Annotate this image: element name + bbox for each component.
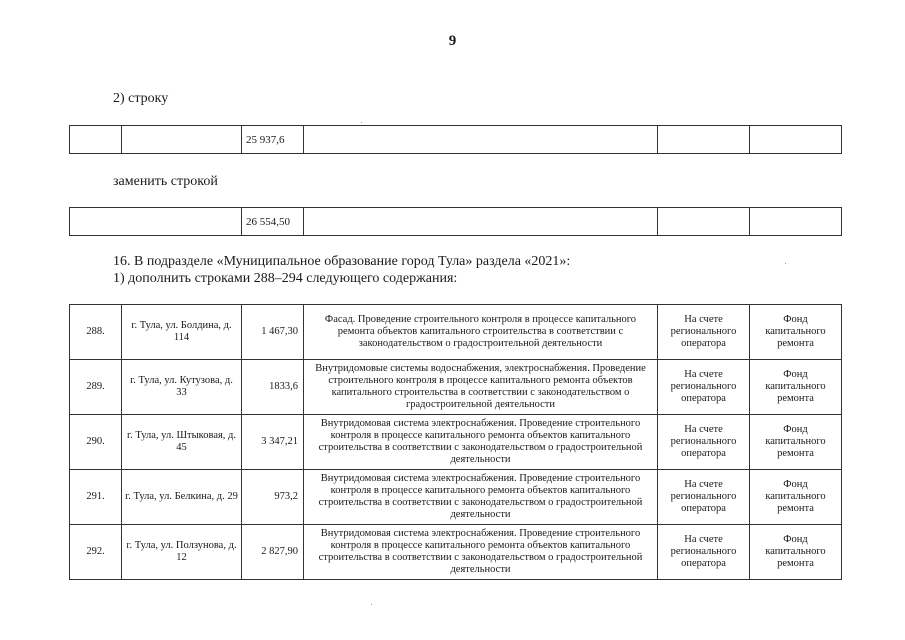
cell-address — [122, 126, 242, 154]
cell-fund — [750, 208, 842, 236]
table-row — [70, 208, 842, 236]
cell-address: г. Тула, ул. Штыковая, д. 45 — [122, 415, 242, 470]
cell-account — [658, 208, 750, 236]
replace-text: заменить строкой — [113, 174, 218, 189]
cell-fund: Фонд капитального ремонта — [750, 470, 842, 525]
cell-sum: 1 467,30 — [242, 305, 304, 360]
cell-address: г. Тула, ул. Ползунова, д. 12 — [122, 525, 242, 580]
cell-sum: 25 937,6 — [242, 126, 304, 154]
item-2-text: 2) строку — [113, 91, 169, 106]
cell-address: г. Тула, ул. Белкина, д. 29 — [122, 470, 242, 525]
cell-work — [304, 208, 658, 236]
old-row-table — [69, 125, 842, 154]
cell-account: На счете регионального оператора — [658, 360, 750, 415]
cell-account: На счете регионального оператора — [658, 305, 750, 360]
addition-table — [69, 304, 842, 580]
cell-address: г. Тула, ул. Болдина, д. 114 — [122, 305, 242, 360]
cell-work: Фасад. Проведение строительного контроля в процессе капитального ремонта объектов капитального строительства в соответствии с законодательством о градостроительной деятельности — [304, 305, 658, 360]
cell-work: Внутридомовая система электроснабжения. Проведение строительного контроля в процессе капитального ремонта объектов капитального строительства в соответствии с законодательством о градостроительной деятельности — [304, 525, 658, 580]
cell-fund: Фонд капитального ремонта — [750, 415, 842, 470]
cell-num: 291. — [70, 470, 122, 525]
cell-account — [658, 126, 750, 154]
cell-num: 288. — [70, 305, 122, 360]
table-row — [70, 126, 842, 154]
cell-work: Внутридомовая система электроснабжения. Проведение строительного контроля в процессе капитального ремонта объектов капитального строительства в соответствии с законодательством о градостроительной деятельности — [304, 415, 658, 470]
table-row — [70, 525, 842, 580]
cell-sum: 1833,6 — [242, 360, 304, 415]
cell-fund: Фонд капитального ремонта — [750, 360, 842, 415]
cell-work — [304, 126, 658, 154]
cell-work: Внутридомовая система электроснабжения. Проведение строительного контроля в процессе капитального ремонта объектов капитального строительства в соответствии с законодательством о градостроительной деятельности — [304, 470, 658, 525]
cell-account: На счете регионального оператора — [658, 470, 750, 525]
cell-fund: Фонд капитального ремонта — [750, 305, 842, 360]
new-row-table — [69, 207, 842, 236]
cell-sum: 973,2 — [242, 470, 304, 525]
cell-sum: 2 827,90 — [242, 525, 304, 580]
cell-num: 289. — [70, 360, 122, 415]
cell-num: 290. — [70, 415, 122, 470]
table-row — [70, 360, 842, 415]
cell-fund — [750, 126, 842, 154]
table-row — [70, 470, 842, 525]
table-row — [70, 305, 842, 360]
cell-sum: 3 347,21 — [242, 415, 304, 470]
cell-num-address — [70, 208, 242, 236]
table-row — [70, 415, 842, 470]
cell-fund: Фонд капитального ремонта — [750, 525, 842, 580]
cell-account: На счете регионального оператора — [658, 525, 750, 580]
cell-num — [70, 126, 122, 154]
cell-num: 292. — [70, 525, 122, 580]
cell-sum: 26 554,50 — [242, 208, 304, 236]
cell-work: Внутридомовые системы водоснабжения, электроснабжения. Проведение строительного контроля в процессе капитального ремонта объектов капитального строительства в соответствии с законодательством о градостроительной деятельности — [304, 360, 658, 415]
cell-address: г. Тула, ул. Кутузова, д. 33 — [122, 360, 242, 415]
item-1-text: 1) дополнить строками 288–294 следующего содержания: — [113, 271, 458, 286]
cell-account: На счете регионального оператора — [658, 415, 750, 470]
page-number: 9 — [448, 33, 457, 49]
section-16-heading: 16. В подразделе «Муниципальное образование город Тула» раздела «2021»: — [113, 254, 571, 269]
